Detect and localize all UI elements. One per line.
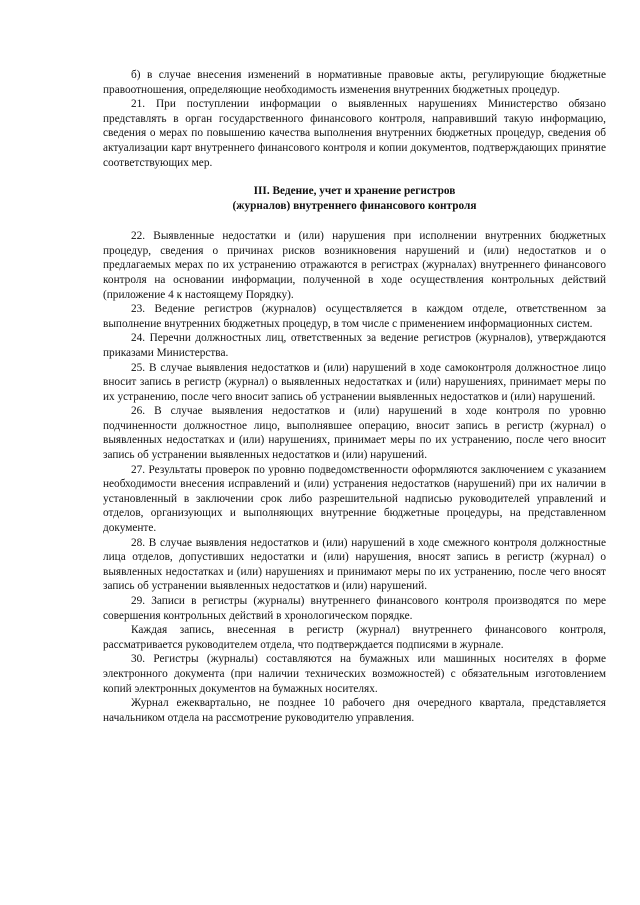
paragraph-23: 23. Ведение регистров (журналов) осуществляется в каждом отделе, ответственном за выполнение внутренних бюджетных процедур, в том числе с применением информационных систем. (103, 303, 606, 330)
paragraph-29: 29. Записи в регистры (журналы) внутреннего финансового контроля производятся по мере совершения контрольных действий в хронологическом порядке. (103, 595, 606, 622)
section-heading-line-2: (журналов) внутреннего финансового контроля (232, 200, 477, 213)
paragraph-25: 25. В случае выявления недостатков и (или) нарушений в ходе самоконтроля должностное лицо вносит запись в регистр (журнал) о выявленных недостатках и (или) нарушениях, принимает меры по их устранению, после чего вносит запись об устранении выявленных недостатков и (или) нарушений. (103, 361, 606, 403)
paragraph-30-note: Журнал ежеквартально, не позднее 10 рабочего дня очередного квартала, представляется начальником отдела на рассмотрение руководителю управления. (103, 697, 606, 724)
paragraph-21: 21. При поступлении информации о выявленных нарушениях Министерство обязано представлять в орган государственного финансового контроля, направивший такую информацию, сведения о мерах по повышению качества выполнения внутренних бюджетных процедур, сведения об актуализации карт внутреннего финансового контроля и копии документов, подтверждающих принятие соответствующих мер. (103, 98, 606, 169)
paragraph-28: 28. В случае выявления недостатков и (или) нарушений в ходе смежного контроля должностные лица отделов, допустивших недостатки и (или) нарушения, вносят запись в регистр (журнал) о выявленных недостатках и (или) нарушениях и принимают меры по их устранению, после чего вносят запись об устранении выявленных недостатков и (или) нарушений. (103, 536, 606, 593)
paragraph-b: б) в случае внесения изменений в нормативные правовые акты, регулирующие бюджетные правоотношения, определяющие необходимость изменения внутренних бюджетных процедур. (103, 69, 606, 96)
document-page (103, 68, 606, 725)
paragraph-30: 30. Регистры (журналы) составляются на бумажных или машинных носителях в форме электронного документа (при наличии технических возможностей) с обязательным изготовлением копий электронных документов на бумажных носителях. (103, 653, 606, 695)
paragraph-26: 26. В случае выявления недостатков и (или) нарушений в ходе контроля по уровню подчиненности должностное лицо, выполнявшее операцию, вносит запись в регистр (журнал) о выявленных недостатках и (или) нарушениях, принимает меры по их устранению, после чего вносит запись об устранении выявленных недостатков и (или) нарушений. (103, 405, 606, 462)
paragraph-22: 22. Выявленные недостатки и (или) нарушения при исполнении внутренних бюджетных процедур, сведения о причинах рисков возникновения нарушений и (или) недостатков и о предлагаемых мерах по их устранению отражаются в регистрах (журналах) внутреннего финансового контроля на основании информации, полученной в ходе осуществления контрольных действий (приложение 4 к настоящему Порядку). (103, 230, 606, 301)
paragraph-24: 24. Перечни должностных лиц, ответственных за ведение регистров (журналов), утверждаются приказами Министерства. (103, 332, 606, 359)
section-heading (103, 184, 606, 214)
section-heading-line-1: III. Ведение, учет и хранение регистров (253, 185, 456, 198)
paragraph-29-note: Каждая запись, внесенная в регистр (журнал) внутреннего финансового контроля, рассматривается руководителем отдела, что подтверждается подписями в журнале. (103, 624, 606, 651)
paragraph-27: 27. Результаты проверок по уровню подведомственности оформляются заключением с указанием необходимости внесения исправлений и (или) устранения недостатков (нарушений) при их наличии в установленный в заключении срок либо разрешительной надписью руководителей управлений и отделов, организующих и выполняющих внутренние бюджетные процедуры, на представленном документе. (103, 463, 606, 535)
